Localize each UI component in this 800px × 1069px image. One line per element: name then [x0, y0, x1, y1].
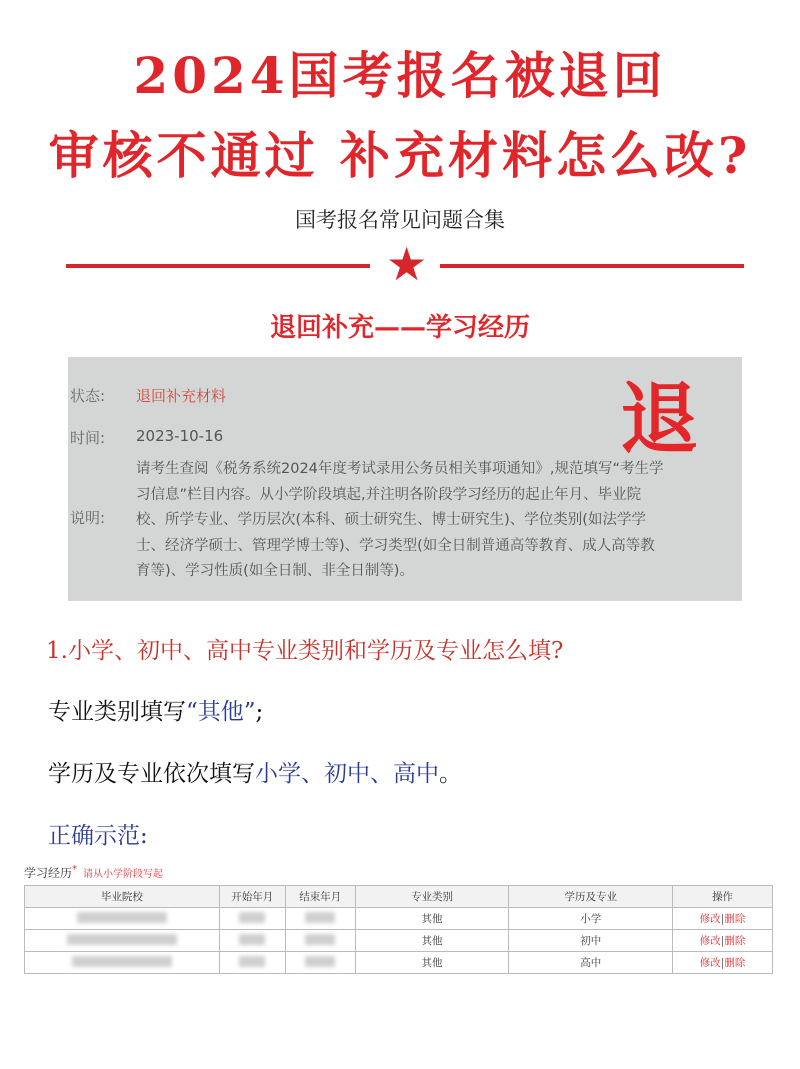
example-label: 正确示范: — [48, 823, 148, 849]
rejection-screenshot — [68, 357, 742, 601]
time-label: 时间: — [70, 429, 106, 447]
p2-prefix: 学历及专业依次填写 — [48, 761, 255, 787]
action-cell — [673, 930, 773, 952]
start-cell-blurred — [219, 930, 285, 952]
table-row — [25, 952, 773, 974]
action-cell — [673, 952, 773, 974]
study-history-table — [24, 885, 773, 974]
desc-text: 请考生查阅《税务系统2024年度考试录用公务员相关事项通知》,规范填写“考生学习信息”栏目内容。从小学阶段填起,并注明各阶段学习经历的起止年月、毕业院校、所学专业、学历层次(本科、硕士研究生、博士研究生)、学位类别(如法学学士、经济学硕士、管理学博士等)、学习类型(如全日制普通高等教育、成人高等教育等)、学习性质(如全日制、非全日制等)。 — [136, 461, 664, 579]
p1-suffix: ; — [255, 699, 264, 725]
desc-label: 说明: — [70, 509, 106, 527]
action-separator: | — [720, 935, 725, 947]
end-cell-blurred — [285, 908, 355, 930]
return-stamp: 退 — [620, 374, 699, 465]
category-cell: 其他 — [355, 930, 509, 952]
question-heading: 1.小学、初中、高中专业类别和学历及专业怎么填? — [46, 638, 564, 664]
table-row — [25, 908, 773, 930]
table-row — [25, 930, 773, 952]
study-hint: 请从小学阶段写起 — [83, 869, 164, 880]
start-cell-blurred — [219, 952, 285, 974]
action-cell — [673, 908, 773, 930]
school-cell-blurred — [25, 930, 220, 952]
delete-link[interactable]: 删除 — [724, 935, 746, 947]
study-history-title — [24, 864, 163, 881]
action-separator: | — [720, 957, 725, 969]
school-cell-blurred — [25, 908, 220, 930]
action-separator: | — [720, 913, 725, 925]
title-line-2: 审核不通过 补充材料怎么改? — [48, 126, 752, 185]
edit-link[interactable]: 修改 — [699, 913, 721, 925]
divider-right — [440, 264, 744, 268]
end-cell-blurred — [285, 952, 355, 974]
edit-link[interactable]: 修改 — [699, 935, 721, 947]
level-cell: 初中 — [509, 930, 673, 952]
level-cell: 高中 — [509, 952, 673, 974]
title-line-1: 2024国考报名被退回 — [133, 46, 667, 105]
answer-paragraph-2 — [48, 755, 462, 788]
subtitle: 国考报名常见问题合集 — [295, 208, 505, 232]
status-label: 状态: — [70, 387, 106, 405]
col-header-category: 专业类别 — [355, 886, 509, 908]
study-title-text: 学习经历 — [24, 866, 73, 880]
p1-prefix: 专业类别填写 — [48, 699, 186, 725]
category-cell: 其他 — [355, 952, 509, 974]
category-cell: 其他 — [355, 908, 509, 930]
delete-link[interactable]: 删除 — [724, 913, 746, 925]
level-cell: 小学 — [509, 908, 673, 930]
edit-link[interactable]: 修改 — [699, 957, 721, 969]
p2-suffix: 。 — [439, 761, 462, 787]
section-heading: 退回补充——学习经历 — [269, 313, 530, 343]
col-header-start: 开始年月 — [219, 886, 285, 908]
col-header-level: 学历及专业 — [509, 886, 673, 908]
divider-left — [66, 264, 370, 268]
start-cell-blurred — [219, 908, 285, 930]
star-icon: ★ — [386, 237, 428, 291]
col-header-school: 毕业院校 — [25, 886, 220, 908]
time-value: 2023-10-16 — [136, 427, 224, 445]
col-header-end: 结束年月 — [285, 886, 355, 908]
status-value: 退回补充材料 — [136, 387, 227, 405]
p1-highlight: “其他” — [186, 699, 256, 725]
p2-highlight: 小学、初中、高中 — [255, 761, 439, 787]
answer-paragraph-1 — [48, 693, 263, 726]
col-header-action: 操作 — [673, 886, 773, 908]
school-cell-blurred — [25, 952, 220, 974]
end-cell-blurred — [285, 930, 355, 952]
required-mark: * — [72, 864, 78, 875]
delete-link[interactable]: 删除 — [724, 957, 746, 969]
table-header-row — [25, 886, 773, 908]
